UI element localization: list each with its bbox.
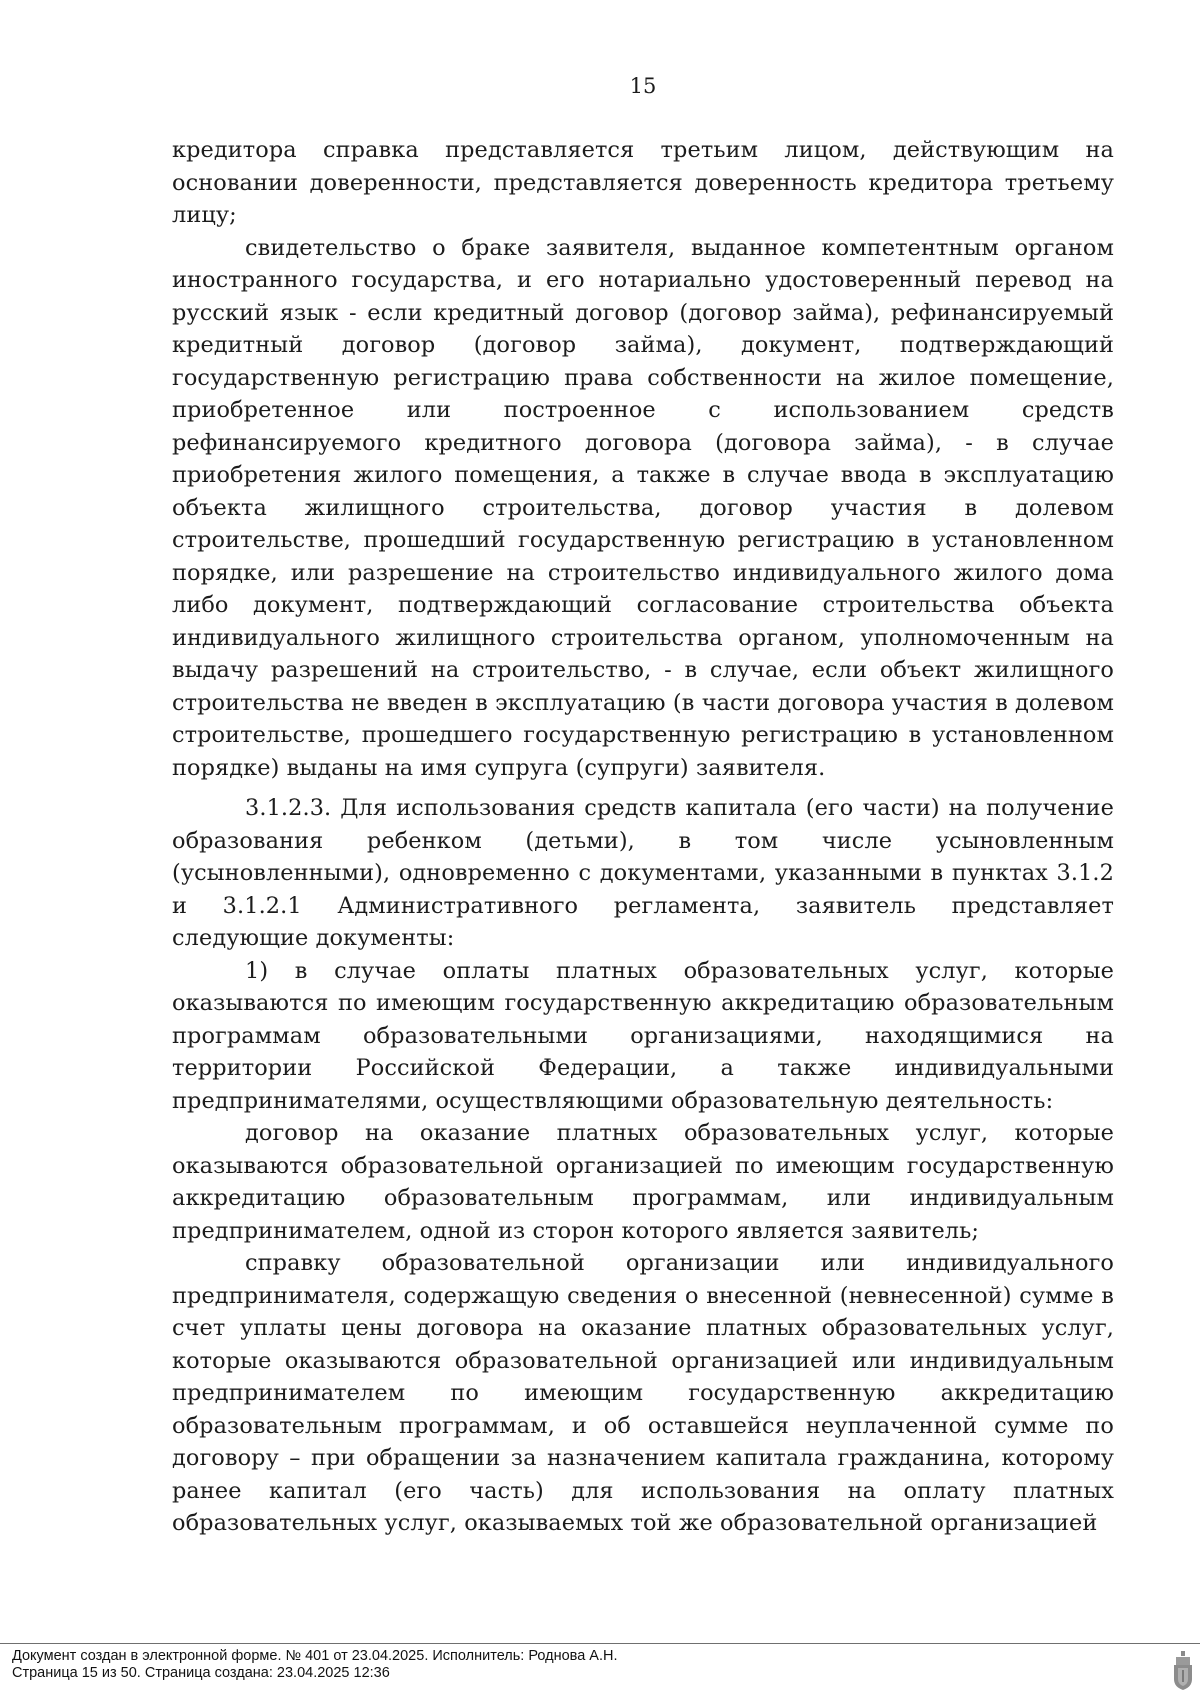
paragraph-service-contract: договор на оказание платных образовательных услуг, которые оказываются образовательной организацией по имеющим государственную аккредитацию образовательным программам, или индивидуальным предпринимателем, одной из сторон которого является заявитель; [172, 1120, 1114, 1244]
footer-page-info: Страница 15 из 50. Страница создана: 23.04.2025 12:36 [12, 1665, 390, 1681]
paragraph-creditor-reference: кредитора справка представляется третьим лицом, действующим на основании доверенности, представляется доверенность кредитора третьему лицу; [172, 137, 1114, 228]
page-number: 15 [629, 74, 657, 98]
paragraph-section-3-1-2-3: 3.1.2.3. Для использования средств капитала (его части) на получение образования ребенком (детьми), в том числе усыновленным (усыновленными), одновременно с документами, указанными в пунктах 3.1.2 и 3.1.2.1 Административного регламента, заявитель представляет следующие документы: [172, 795, 1114, 951]
coat-of-arms-icon [1172, 1651, 1194, 1691]
footer-divider [0, 1643, 1200, 1644]
document-footer [12, 1648, 618, 1682]
paragraph-marriage-certificate: свидетельство о браке заявителя, выданное компетентным органом иностранного государства, и его нотариально удостоверенный перевод на русский язык - если кредитный договор (договор займа), рефинансируемый кредитный договор (договор займа), документ, подтверждающий государственную регистрацию права собственности на жилое помещение, приобретенное или построенное с использованием средств рефинансируемого кредитного договора (договора займа), - в случае приобретения жилого помещения, а также в случае ввода в эксплуатацию объекта жилищного строительства, договор участия в долевом строительстве, прошедший государственную регистрацию в установленном порядке, или разрешение на строительство индивидуального жилого дома либо документ, подтверждающий согласование строительства объекта индивидуального жилищного строительства органом, уполномоченным на выдачу разрешений на строительство, - в случае, если объект жилищного строительства не введен в эксплуатацию (в части договора участия в долевом строительстве, прошедшего государственную регистрацию в установленном порядке) выданы на имя супруга (супруги) заявителя. [172, 234, 1114, 781]
paragraph-reference-certificate: справку образовательной организации или индивидуального предпринимателя, содержащую сведения о внесенной (невнесенной) сумме в счет уплаты цены договора на оказание платных образовательных услуг, которые оказываются образовательной организацией или индивидуальным предпринимателем по имеющим государственную аккредитацию образовательным программам, и об оставшейся неуплаченной сумме по договору – при обращении за назначением капитала гражданина, которому ранее капитал (его часть) для использования на оплату платных образовательных услуг, оказываемых той же образовательной организацией [172, 1250, 1114, 1536]
paragraph-item-1: 1) в случае оплаты платных образовательных услуг, которые оказываются по имеющим государственную аккредитацию образовательным программам образовательными организациями, находящимися на территории Российской Федерации, а также индивидуальными предпринимателями, осуществляющими образовательную деятельность: [172, 957, 1114, 1114]
footer-document-info: Документ создан в электронной форме. № 401 от 23.04.2025. Исполнитель: Роднова А.Н. [12, 1648, 618, 1664]
document-body [172, 134, 1114, 1540]
